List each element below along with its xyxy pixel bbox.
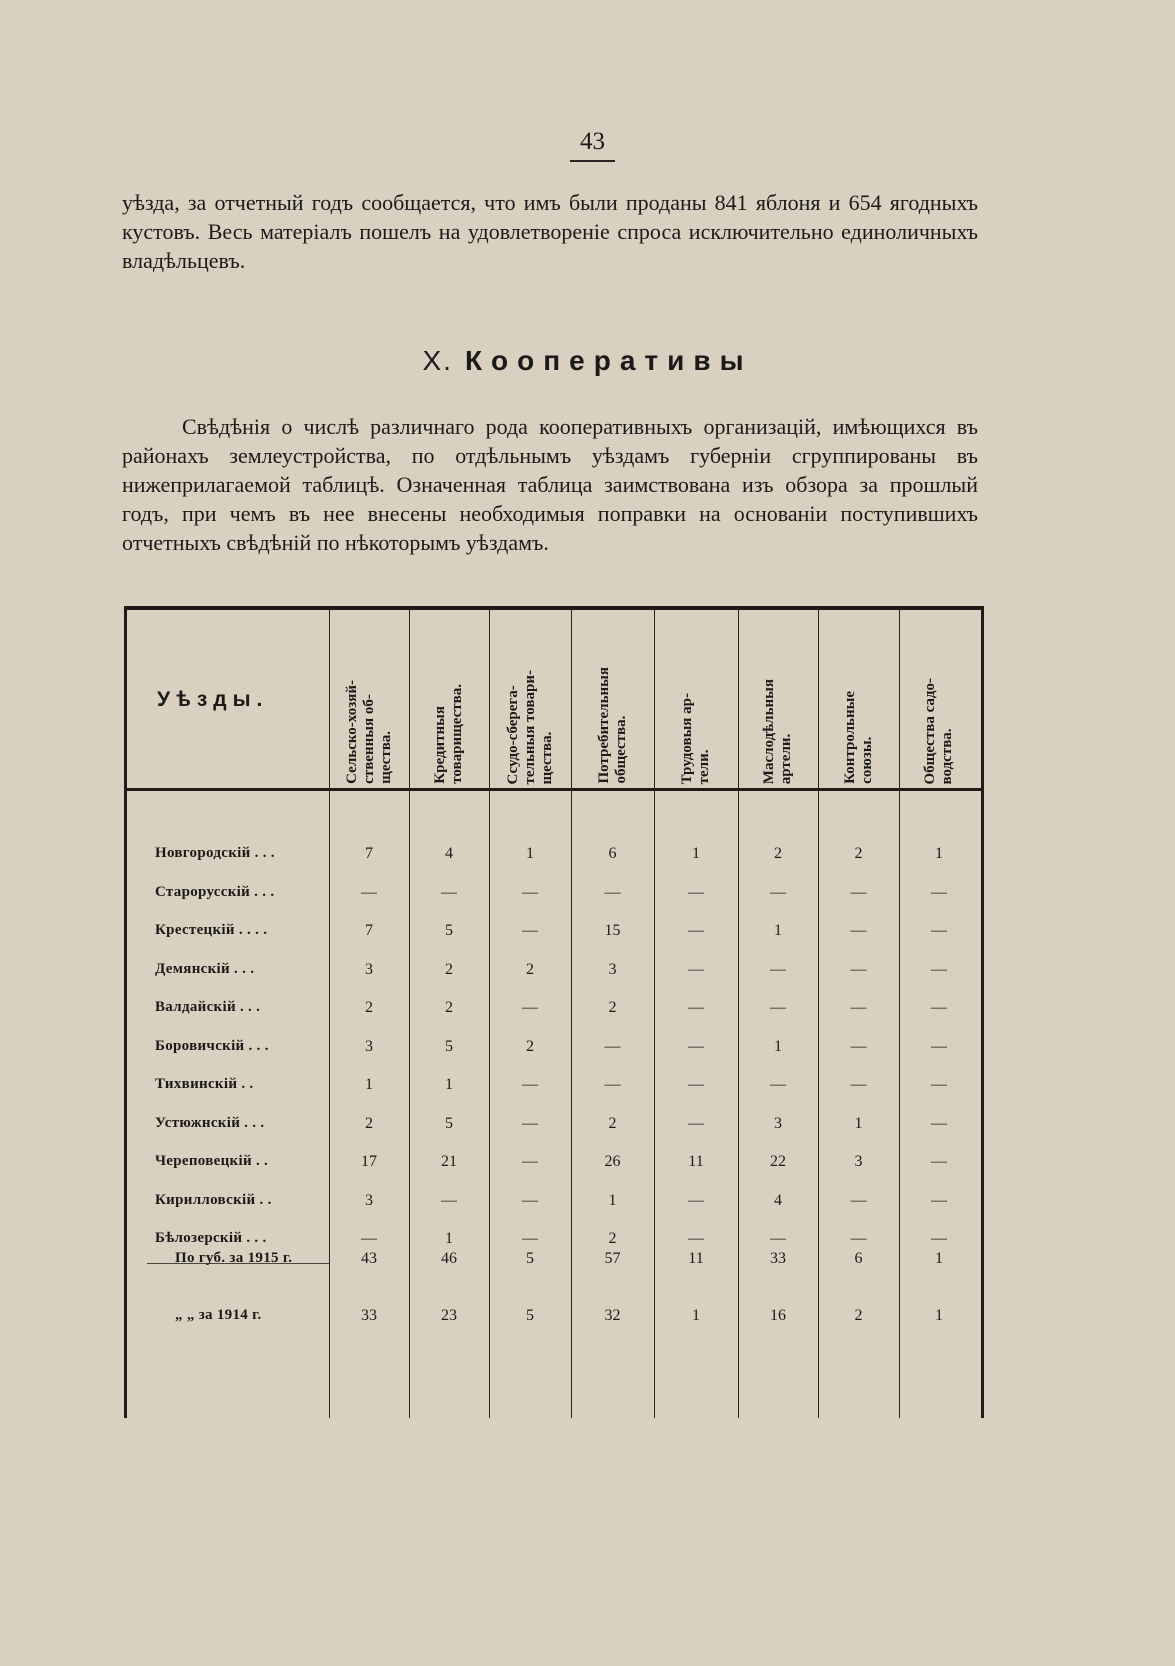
cell-value: — (931, 1114, 947, 1132)
column-header-text: Потребительныя общества. (595, 667, 629, 784)
table-row (127, 1076, 981, 1114)
table-header (127, 610, 981, 791)
cell-value: — (850, 960, 867, 978)
cell-value: — (931, 1153, 947, 1170)
cell-value: 1 (365, 1076, 373, 1093)
cell-value: 21 (441, 1153, 457, 1170)
cell-value: 4 (445, 845, 453, 862)
table-row (127, 999, 981, 1037)
cell-value: — (688, 922, 704, 939)
cell-value: 1 (935, 1307, 943, 1324)
cell-value: — (604, 1037, 621, 1055)
cell-value: 7 (365, 845, 373, 862)
table-row (127, 884, 981, 922)
cell-value: 4 (774, 1191, 782, 1209)
page-number: 43 (0, 128, 1175, 162)
column-header (489, 616, 571, 784)
table-row (127, 922, 981, 960)
cell-value: 15 (604, 922, 621, 939)
section-paragraph: Свѣдѣнія о числѣ различнаго рода кооперативныхъ организацій, имѣющихся въ районахъ землеустройства, по отдѣльнымъ уѣздамъ губерніи сгруппированы въ нижеприлагаемой таблицѣ. Означенная таблица заимствована изъ обзора за прошлый годъ, при чемъ въ нее внесены необходимыя поправки на основаніи поступившихъ отчетныхъ свѣдѣній по нѣкоторымъ уѣздамъ. (122, 414, 978, 555)
cell-value: — (850, 883, 867, 901)
cooperatives-table (124, 606, 984, 1418)
cell-value: 2 (445, 960, 453, 978)
column-header (571, 616, 654, 784)
cell-value: 5 (526, 1250, 534, 1267)
cell-value: — (931, 1037, 947, 1055)
cell-value: — (688, 1037, 704, 1055)
cell-value: — (770, 883, 786, 901)
uezd-name: Боровичскій . . . (155, 1037, 269, 1054)
cell-value: — (931, 1230, 947, 1247)
cell-value: 57 (604, 1250, 621, 1267)
cell-value: — (850, 1230, 867, 1247)
cell-value: — (850, 999, 867, 1016)
cell-value: 3 (365, 1191, 373, 1209)
column-header (654, 616, 738, 784)
cell-value: — (522, 1114, 538, 1132)
cell-value: 1 (445, 1076, 453, 1093)
cell-value: 5 (445, 922, 453, 939)
cell-value: 3 (854, 1153, 863, 1170)
cell-value: — (931, 960, 947, 978)
column-header-text: Маслодѣльныя артели. (761, 678, 794, 784)
uezd-name: Демянскій . . . (155, 960, 255, 977)
cell-value: 5 (445, 1114, 453, 1132)
table-row (127, 1038, 981, 1076)
cell-value: — (931, 1191, 947, 1209)
section-title-text: Кооперативы (464, 345, 753, 376)
cell-value: 1 (608, 1191, 617, 1209)
cell-value: 1 (692, 845, 700, 862)
cell-value: 5 (445, 1037, 453, 1055)
section-number: X. (422, 345, 453, 376)
uezd-name: Череповецкій . . (155, 1153, 269, 1169)
column-header-text: Сельско-хозяй- ственныя об- щества. (343, 680, 394, 784)
cell-value: 33 (770, 1250, 786, 1267)
cell-value: 3 (608, 960, 617, 978)
uezd-name: Валдайскій . . . (155, 999, 261, 1015)
column-header-text: Ссудо-сберега- тельныя товари- щества. (504, 669, 555, 784)
cell-value: — (522, 1153, 538, 1170)
column-header-text: Контрольные союзы. (841, 691, 875, 784)
table-row (127, 961, 981, 999)
column-header (329, 616, 409, 784)
cell-value: 1 (854, 1114, 863, 1132)
cell-value: — (522, 922, 538, 939)
cell-value: — (522, 883, 538, 901)
intro-paragraph: уѣзда, за отчетный годъ сообщается, что имъ были проданы 841 яблоня и 654 ягодныхъ кустовъ. Весь матеріалъ пошелъ на удовлетвореніе спроса исключительно единоличныхъ владѣльцевъ. (122, 190, 978, 273)
cell-value: — (770, 960, 786, 978)
cell-value: 33 (361, 1307, 377, 1324)
uezd-name: Устюжнскій . . . (155, 1114, 265, 1131)
cell-value: — (931, 922, 947, 939)
cell-value: 16 (770, 1307, 786, 1324)
cell-value: 2 (608, 1230, 617, 1247)
cell-value: — (770, 1230, 786, 1247)
table-row (127, 1153, 981, 1191)
cell-value: 26 (604, 1153, 621, 1170)
uezd-name: Крестецкій . . . . (155, 922, 268, 938)
cell-value: 2 (608, 1114, 617, 1132)
cell-value: 2 (608, 999, 617, 1016)
cell-value: 2 (365, 1114, 373, 1132)
cell-value: — (522, 1230, 538, 1247)
cell-value: — (688, 999, 704, 1016)
cell-value: — (522, 999, 538, 1016)
cell-value: 6 (608, 845, 617, 862)
cell-value: 2 (365, 999, 373, 1016)
cell-value: — (688, 1191, 704, 1209)
cell-value: 11 (688, 1153, 704, 1170)
total-label: „ „ за 1914 г. (175, 1307, 262, 1323)
column-header (818, 616, 899, 784)
header-uezdy: Уѣзды. (157, 688, 269, 711)
column-header-text: Трудовыя ар- тели. (679, 692, 712, 784)
cell-value: 5 (526, 1307, 534, 1324)
table-row (127, 1192, 981, 1230)
cell-value: 1 (774, 922, 782, 939)
cell-value: — (850, 1191, 867, 1209)
column-header (899, 616, 979, 784)
cell-value: 2 (526, 960, 534, 978)
cell-value: 7 (365, 922, 373, 939)
cell-value: 2 (445, 999, 453, 1016)
cell-value: 1 (935, 845, 943, 862)
uezd-name: Старорусскій . . . (155, 883, 275, 900)
section-title (0, 345, 1175, 377)
cell-value: 3 (365, 960, 373, 978)
total-label: По губ. за 1915 г. (175, 1250, 293, 1266)
cell-value: 11 (688, 1250, 704, 1267)
cell-value: 23 (441, 1307, 457, 1324)
cell-value: — (604, 883, 621, 901)
table-row (127, 1115, 981, 1153)
cell-value: 1 (692, 1307, 700, 1324)
cell-value: — (361, 1230, 377, 1247)
cell-value: — (361, 883, 377, 901)
table-row (127, 845, 981, 883)
cell-value: 2 (526, 1037, 534, 1055)
cell-value: — (688, 1076, 704, 1093)
column-header-text: Кредитныя товарищества. (432, 684, 465, 784)
column-header (738, 616, 818, 784)
cell-value: 43 (361, 1250, 377, 1267)
cell-value: — (688, 883, 704, 901)
cell-value: 3 (774, 1114, 782, 1132)
cell-value: — (441, 1191, 457, 1209)
cell-value: — (441, 883, 457, 901)
cell-value: — (931, 999, 947, 1016)
total-row (127, 1307, 981, 1345)
cell-value: — (522, 1191, 538, 1209)
cell-value: — (850, 1076, 867, 1093)
cell-value: 2 (854, 845, 863, 862)
cell-value: 3 (365, 1037, 373, 1055)
cell-value: — (770, 1076, 786, 1093)
cell-value: 17 (361, 1153, 377, 1170)
cell-value: 32 (604, 1307, 621, 1324)
cell-value: 46 (441, 1250, 457, 1267)
cell-value: 2 (854, 1307, 863, 1324)
uezd-name: Кирилловскій . . (155, 1191, 272, 1208)
cell-value: — (688, 960, 704, 978)
total-row (127, 1250, 981, 1288)
cell-value: 22 (770, 1153, 786, 1170)
cell-value: — (931, 1076, 947, 1093)
uezd-name: Новгородскій . . . (155, 845, 275, 861)
cell-value: 1 (526, 845, 534, 862)
cell-value: — (522, 1076, 538, 1093)
column-header (409, 616, 489, 784)
cell-value: — (850, 922, 867, 939)
cell-value: — (770, 999, 786, 1016)
cell-value: — (688, 1114, 704, 1132)
cell-value: — (688, 1230, 704, 1247)
cell-value: — (604, 1076, 621, 1093)
cell-value: 1 (445, 1230, 453, 1247)
cell-value: 2 (774, 845, 782, 862)
cell-value: — (931, 883, 947, 901)
cell-value: 1 (774, 1037, 782, 1055)
uezd-name: Тихвинскій . . (155, 1076, 254, 1092)
column-header-text: Общества садо- водства. (922, 677, 955, 784)
cell-value: 1 (935, 1250, 943, 1267)
cell-value: — (850, 1037, 867, 1055)
uezd-name: Бѣлозерскій . . . (155, 1230, 267, 1246)
cell-value: 6 (854, 1250, 863, 1267)
